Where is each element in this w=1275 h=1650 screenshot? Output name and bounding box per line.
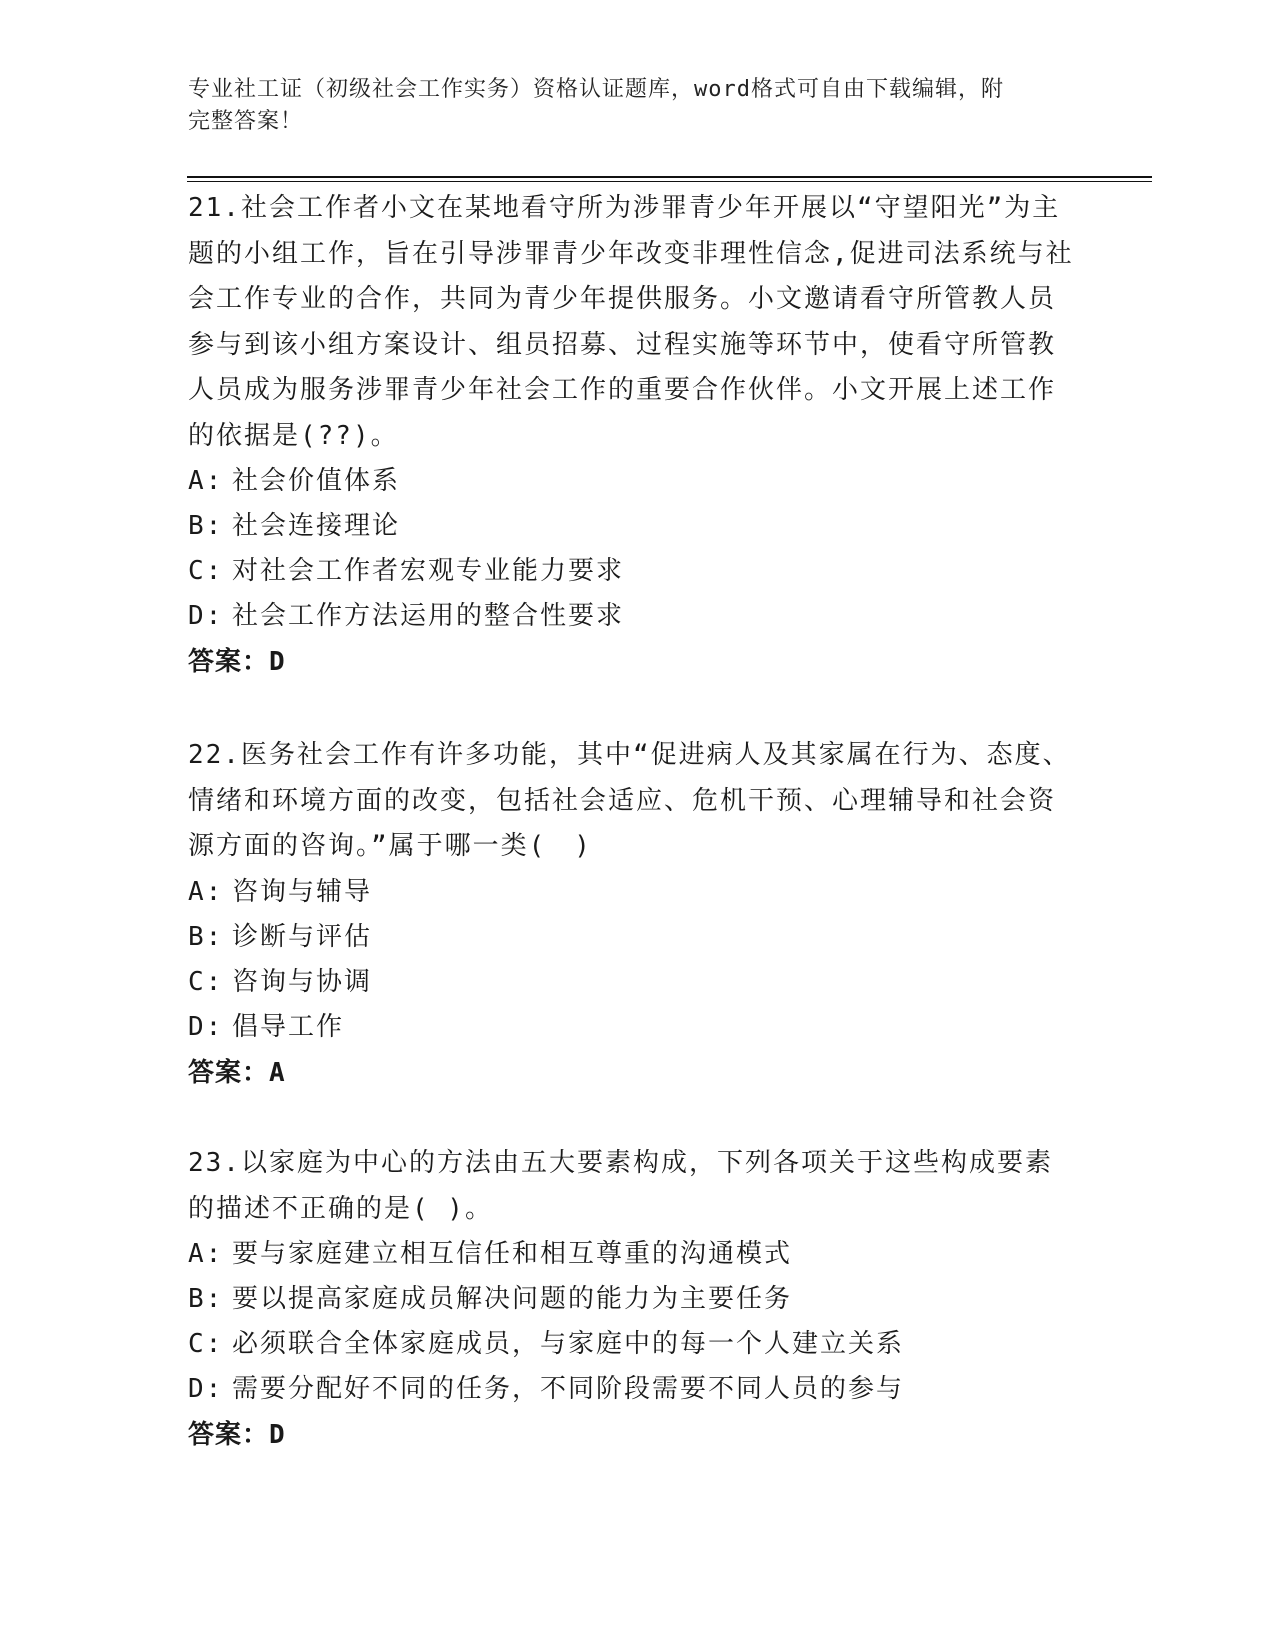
option-c	[188, 1322, 1078, 1367]
option-letter: A:	[188, 466, 224, 496]
option-text: 对社会工作者宏观专业能力要求	[232, 556, 625, 586]
option-a	[188, 1232, 1078, 1277]
question-22	[188, 733, 1078, 1096]
option-text: 社会连接理论	[232, 511, 401, 541]
answer-line: 答案：D	[188, 647, 286, 677]
option-text: 社会工作方法运用的整合性要求	[232, 601, 625, 631]
answer-line: 答案：A	[188, 1057, 286, 1088]
option-b	[188, 1277, 1078, 1322]
option-d	[188, 594, 1078, 639]
option-text: 社会价值体系	[232, 466, 401, 496]
option-text: 需要分配好不同的任务，不同阶段需要不同人员的参与	[232, 1374, 905, 1404]
option-text: 诊断与评估	[232, 921, 373, 952]
question-23	[188, 1141, 1078, 1458]
question-stem: 23.以家庭为中心的方法由五大要素构成，下列各项关于这些构成要素的描述不正确的是( )。	[188, 1148, 1053, 1224]
option-a	[188, 870, 1078, 915]
question-21	[188, 186, 1078, 685]
header-rule-thick	[187, 176, 1152, 178]
option-d	[188, 1005, 1078, 1050]
option-text: 要以提高家庭成员解决问题的能力为主要任务	[232, 1284, 793, 1314]
header-rule-thin	[187, 181, 1152, 182]
header-line-1: 专业社工证（初级社会工作实务）资格认证题库，word格式可自由下载编辑，附	[188, 77, 1004, 102]
option-b	[188, 915, 1078, 960]
option-letter: B:	[188, 921, 224, 952]
option-c	[188, 960, 1078, 1005]
option-text: 咨询与协调	[232, 966, 373, 997]
option-c	[188, 549, 1078, 594]
header-note	[188, 74, 1068, 138]
option-d	[188, 1367, 1078, 1412]
option-letter: B:	[188, 511, 224, 541]
option-letter: D:	[188, 1011, 224, 1042]
option-text: 咨询与辅导	[232, 876, 373, 907]
option-letter: D:	[188, 1374, 224, 1404]
option-letter: D:	[188, 601, 224, 631]
option-a	[188, 459, 1078, 504]
option-letter: A:	[188, 1239, 224, 1269]
question-stem: 21.社会工作者小文在某地看守所为涉罪青少年开展以“守望阳光”为主题的小组工作，旨在引导涉罪青少年改变非理性信念,促进司法系统与社会工作专业的合作，共同为青少年提供服务。小文邀请看守所管教人员参与到该小组方案设计、组员招募、过程实施等环节中，使看守所管教人员成为服务涉罪青少年社会工作的重要合作伙伴。小文开展上述工作的依据是(??)。	[188, 193, 1074, 451]
question-stem: 22.医务社会工作有许多功能，其中“促进病人及其家属在行为、态度、情绪和环境方面的改变，包括社会适应、危机干预、心理辅导和社会资源方面的咨询。”属于哪一类( )	[188, 740, 1071, 861]
option-text: 必须联合全体家庭成员，与家庭中的每一个人建立关系	[232, 1329, 905, 1359]
option-letter: C:	[188, 556, 224, 586]
option-text: 倡导工作	[232, 1011, 345, 1042]
header-line-2: 完整答案！	[188, 109, 304, 134]
option-letter: C:	[188, 1329, 224, 1359]
option-letter: A:	[188, 876, 224, 907]
option-letter: B:	[188, 1284, 224, 1314]
answer-line: 答案：D	[188, 1420, 286, 1450]
option-text: 要与家庭建立相互信任和相互尊重的沟通模式	[232, 1239, 793, 1269]
option-letter: C:	[188, 966, 224, 997]
option-b	[188, 504, 1078, 549]
